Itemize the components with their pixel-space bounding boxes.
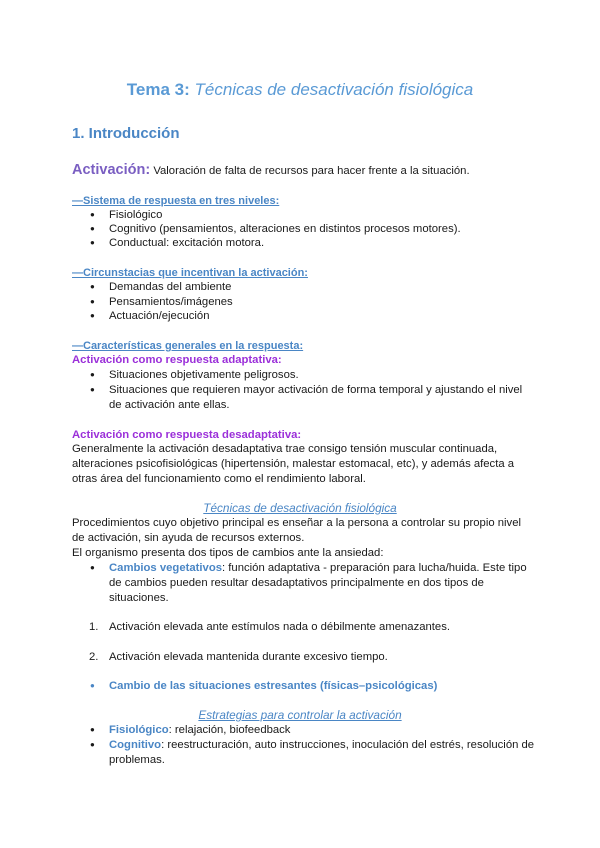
activacion-definition — [72, 160, 470, 181]
cognitivo-text: : reestructuración, auto instrucciones, inoculación del estrés, resolución de — [161, 739, 535, 751]
section-heading-introduccion: 1. Introducción — [72, 125, 180, 142]
list-item-continuation: problemas. — [109, 754, 165, 766]
list-item: ● Pensamientos/imágenes — [109, 295, 233, 309]
cambio-situaciones-item: ● Cambio de las situaciones estresantes (físicas–psicológicas) — [109, 679, 437, 693]
list-item: ● Actuación/ejecución — [109, 309, 209, 323]
list-item: ● Conductual: excitación motora. — [109, 236, 264, 250]
numbered-marker: 2. — [89, 651, 99, 663]
list-item: ● Fisiológico — [109, 208, 162, 222]
niveles-heading: —Sistema de respuesta en tres niveles: — [72, 195, 280, 207]
list-item: ● Situaciones objetivamente peligrosos. — [109, 368, 299, 382]
estrategias-heading: Estrategias para controlar la activación — [198, 708, 402, 722]
activacion-term: Activación: — [72, 162, 151, 178]
paragraph-line: Generalmente la activación desadaptativa trae consigo tensión muscular continuada, — [72, 443, 498, 455]
paragraph-line: de activación, sin ayuda de recursos externos. — [72, 532, 305, 544]
circunstancias-heading: —Circunstacias que incentivan la activación: — [72, 267, 308, 279]
list-item-continuation: de activación ante ellas. — [109, 399, 230, 411]
list-item-continuation: situaciones. — [109, 592, 169, 604]
title-number: Tema 3: — [126, 80, 190, 99]
cambios-vegetativos-term: Cambios vegetativos — [109, 562, 223, 574]
numbered-marker: 1. — [89, 621, 99, 633]
caracteristicas-heading: —Características generales en la respuesta: — [72, 340, 304, 352]
numbered-item: Activación elevada mantenida durante excesivo tiempo. — [109, 651, 388, 663]
activacion-def: Valoración de falta de recursos para hacer frente a la situación. — [153, 165, 470, 177]
cambios-vegetativos-item — [109, 561, 527, 575]
title-text: Técnicas de desactivación fisiológica — [194, 80, 474, 99]
cognitivo-item — [109, 738, 534, 752]
desadaptativa-heading: Activación como respuesta desadaptativa: — [72, 429, 302, 441]
tecnicas-heading: Técnicas de desactivación fisiológica — [203, 501, 397, 515]
paragraph-line: El organismo presenta dos tipos de cambios ante la ansiedad: — [72, 547, 384, 559]
list-item: ● Cognitivo (pensamientos, alteraciones en distintos procesos motores). — [109, 222, 461, 236]
paragraph-line: otras área del funcionamiento como el rendimiento laboral. — [72, 473, 366, 485]
fisiologico-term: Fisiológico — [109, 724, 169, 736]
list-item: ● Situaciones que requieren mayor activación de forma temporal y ajustando el nivel — [109, 383, 522, 397]
fisiologico-item — [109, 723, 290, 737]
numbered-item: Activación elevada ante estímulos nada o débilmente amenazantes. — [109, 621, 451, 633]
adaptativa-heading: Activación como respuesta adaptativa: — [72, 354, 282, 366]
paragraph-line: Procedimientos cuyo objetivo principal es enseñar a la persona a controlar su propio nivel — [72, 517, 521, 529]
list-item: ● Demandas del ambiente — [109, 280, 231, 294]
paragraph-line: alteraciones psicofisiológicas (hipertensión, malestar estomacal, etc), y además afecta a — [72, 458, 515, 470]
page-title — [0, 79, 600, 101]
cambios-vegetativos-text: : función adaptativa - preparación para lucha/huida. Este tipo — [222, 562, 527, 574]
cognitivo-term: Cognitivo — [109, 739, 162, 751]
fisiologico-text: : relajación, biofeedback — [168, 724, 291, 736]
list-item-continuation: de cambios pueden resultar desadaptativos principalmente en dos tipos de — [109, 577, 484, 589]
